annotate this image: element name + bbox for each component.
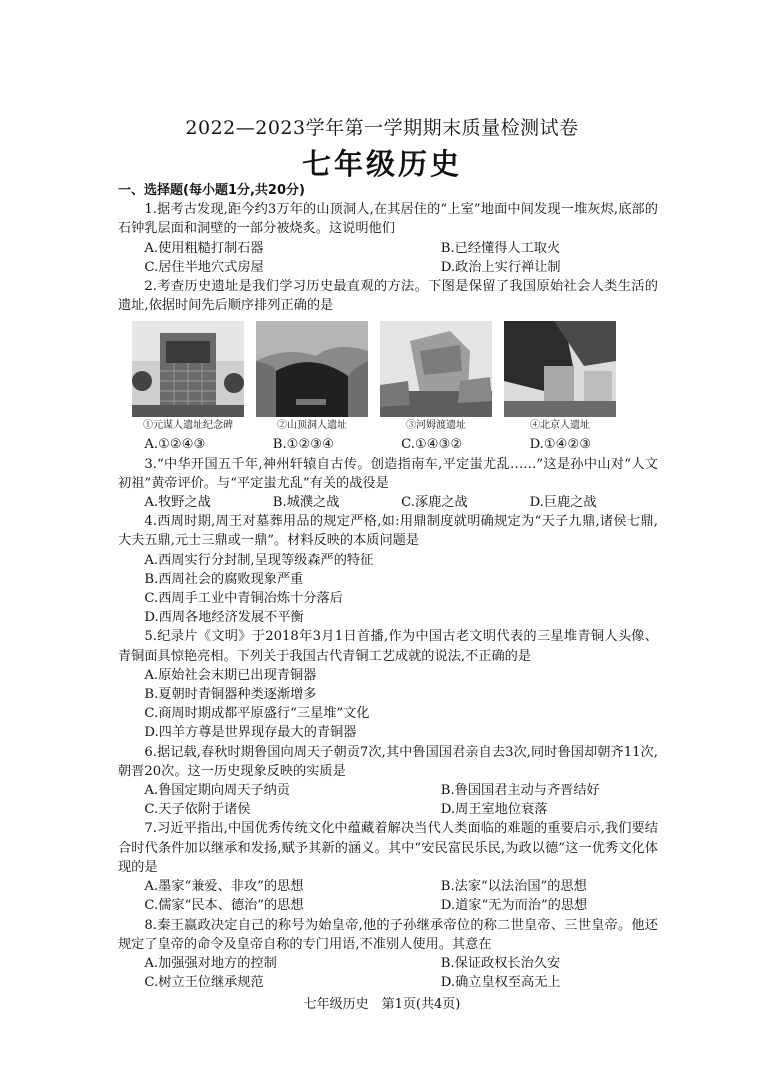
exam-subject-title: 七年级历史 bbox=[301, 147, 462, 181]
hemudu-site-image bbox=[380, 321, 492, 417]
question-4-option-d: D.西周各地经济发展不平衡 bbox=[144, 610, 304, 626]
question-1-stem: 1.据考古发现,距今约3万年的山顶洞人,在其居住的“上室”地面中间发现一堆灰烬,底部的石钟乳层面和洞壁的一部分被烧炙。这说明他们 bbox=[118, 202, 658, 237]
question-1-option-c: C.居住半地穴式房屋 bbox=[144, 259, 264, 275]
yuanmou-monument-image bbox=[132, 321, 244, 417]
question-5-option-a: A.原始社会末期已出现青铜器 bbox=[144, 667, 317, 683]
question-6-option-a: A.鲁国定期向周天子纳贡 bbox=[144, 783, 290, 799]
question-4-option-c: C.西周手工业中青铜冶炼十分落后 bbox=[144, 591, 343, 607]
question-8-stem: 8.秦王嬴政决定自己的称号为始皇帝,他的子孙继承帝位的称二世皇帝、三世皇帝。他还规定了皇帝的命令及皇帝自称的专门用语,不准别人使用。其意在 bbox=[118, 917, 658, 952]
question-2-option-c: C.①④③② bbox=[401, 437, 463, 453]
question-7-stem: 7.习近平指出,中国优秀传统文化中蕴藏着解决当代人类面临的难题的重要启示,我们要结合时代条件加以继承和发扬,赋予其新的涵义。其中“安民富民乐民,为政以德”这一优秀文化体现的是 bbox=[118, 821, 658, 875]
exam-content bbox=[118, 181, 658, 992]
shandingdong-cave-image bbox=[256, 321, 368, 417]
question-4-stem: 4.西周时期,周王对墓葬用品的规定严格,如:用鼎制度就明确规定为“天子九鼎,诸侯七鼎,大夫五鼎,元士三鼎或一鼎”。材料反映的本质问题是 bbox=[118, 514, 658, 549]
question-3-stem: 3.“中华开国五千年,神州轩辕自古传。创造指南车,平定蚩尤乱……”这是孙中山对“人文初祖”黄帝评价。与“平定蚩尤乱”有关的战役是 bbox=[118, 456, 658, 491]
photo-shandingdong-site bbox=[256, 321, 368, 433]
question-7-option-a: A.墨家“兼爱、非攻”的思想 bbox=[144, 879, 304, 895]
question-2-option-a: A.①②④③ bbox=[144, 437, 206, 453]
question-2-option-b: B.①②③④ bbox=[272, 437, 334, 453]
section-heading: 一、选择题(每小题1分,共20分) bbox=[118, 183, 305, 198]
photo-beijing-man-site bbox=[504, 321, 616, 433]
question-5-option-d: D.四羊方尊是世界现存最大的青铜器 bbox=[144, 725, 357, 741]
question-7-option-c: C.儒家“民本、德治”的思想 bbox=[144, 898, 304, 914]
question-3-option-d: D.巨鹿之战 bbox=[529, 495, 597, 511]
question-4-options bbox=[118, 551, 658, 628]
question-2-options bbox=[118, 435, 658, 454]
question-2-stem: 2.考查历史遗址是我们学习历史最直观的方法。下图是保留了我国原始社会人类生活的遗址,依据时间先后顺序排列正确的是 bbox=[118, 279, 658, 314]
question-8-option-b: B.保证政权长治久安 bbox=[440, 955, 561, 971]
photo-caption-4: ④北京人遗址 bbox=[530, 420, 590, 432]
question-6-option-b: B.鲁国国君主动与齐晋结好 bbox=[440, 783, 600, 799]
question-4-option-b: B.西周社会的腐败现象严重 bbox=[144, 571, 304, 587]
question-1-option-a: A.使用粗糙打制石器 bbox=[144, 240, 264, 256]
question-1-option-d: D.政治上实行禅让制 bbox=[440, 259, 561, 275]
question-3-option-a: A.牧野之战 bbox=[144, 495, 211, 511]
question-5-options bbox=[118, 666, 658, 743]
question-8-option-c: C.树立王位继承规范 bbox=[144, 975, 264, 991]
photo-hemudu-site bbox=[380, 321, 492, 433]
question-8-options bbox=[118, 954, 658, 992]
question-8-option-a: A.加强强对地方的控制 bbox=[144, 955, 277, 971]
photo-caption-1: ①元谋人遗址纪念碑 bbox=[143, 420, 233, 432]
question-3-options bbox=[118, 493, 658, 512]
question-2-option-d: D.①④②③ bbox=[529, 437, 592, 453]
question-5-option-b: B.夏朝时青铜器种类逐渐增多 bbox=[144, 687, 317, 703]
question-1-option-b: B.已经懂得人工取火 bbox=[440, 240, 561, 256]
question-3-option-b: B.城濮之战 bbox=[272, 495, 340, 511]
exam-title: 2022—2023学年第一学期期末质量检测试卷 bbox=[185, 117, 579, 139]
question-5-option-c: C.商周时期成都平原盛行“三星堆”文化 bbox=[144, 706, 370, 722]
question-8-option-d: D.确立皇权至高无上 bbox=[440, 975, 561, 991]
question-5-stem: 5.纪录片《文明》于2018年3月1日首播,作为中国古老文明代表的三星堆青铜人头像、青铜面具惊艳亮相。下列关于我国古代青铜工艺成就的说法,不正确的是 bbox=[118, 629, 658, 664]
question-6-option-d: D.周王室地位衰落 bbox=[440, 802, 548, 818]
question-1-options bbox=[118, 239, 658, 277]
question-4-option-a: A.西周实行分封制,呈现等级森严的特征 bbox=[144, 552, 374, 568]
photo-yuanmou-monument bbox=[132, 321, 244, 433]
question-7-option-d: D.道家“无为而治”的思想 bbox=[440, 898, 588, 914]
photo-caption-3: ③河姆渡遗址 bbox=[406, 420, 466, 432]
question-6-stem: 6.据记载,春秋时期鲁国向周天子朝贡7次,其中鲁国国君亲自去3次,同时鲁国却朝齐11次,朝晋20次。这一历史现象反映的实质是 bbox=[118, 744, 658, 779]
photo-caption-2: ②山顶洞人遗址 bbox=[277, 420, 347, 432]
question-6-option-c: C.天子依附于诸侯 bbox=[144, 802, 251, 818]
question-7-option-b: B.法家“以法治国”的思想 bbox=[440, 879, 587, 895]
question-2-photos bbox=[132, 321, 616, 433]
page-footer: 七年级历史 第1页(共4页) bbox=[303, 997, 461, 1012]
question-6-options bbox=[118, 781, 658, 819]
question-3-option-c: C.涿鹿之战 bbox=[401, 495, 468, 511]
beijing-man-site-image bbox=[504, 321, 616, 417]
question-7-options bbox=[118, 877, 658, 915]
